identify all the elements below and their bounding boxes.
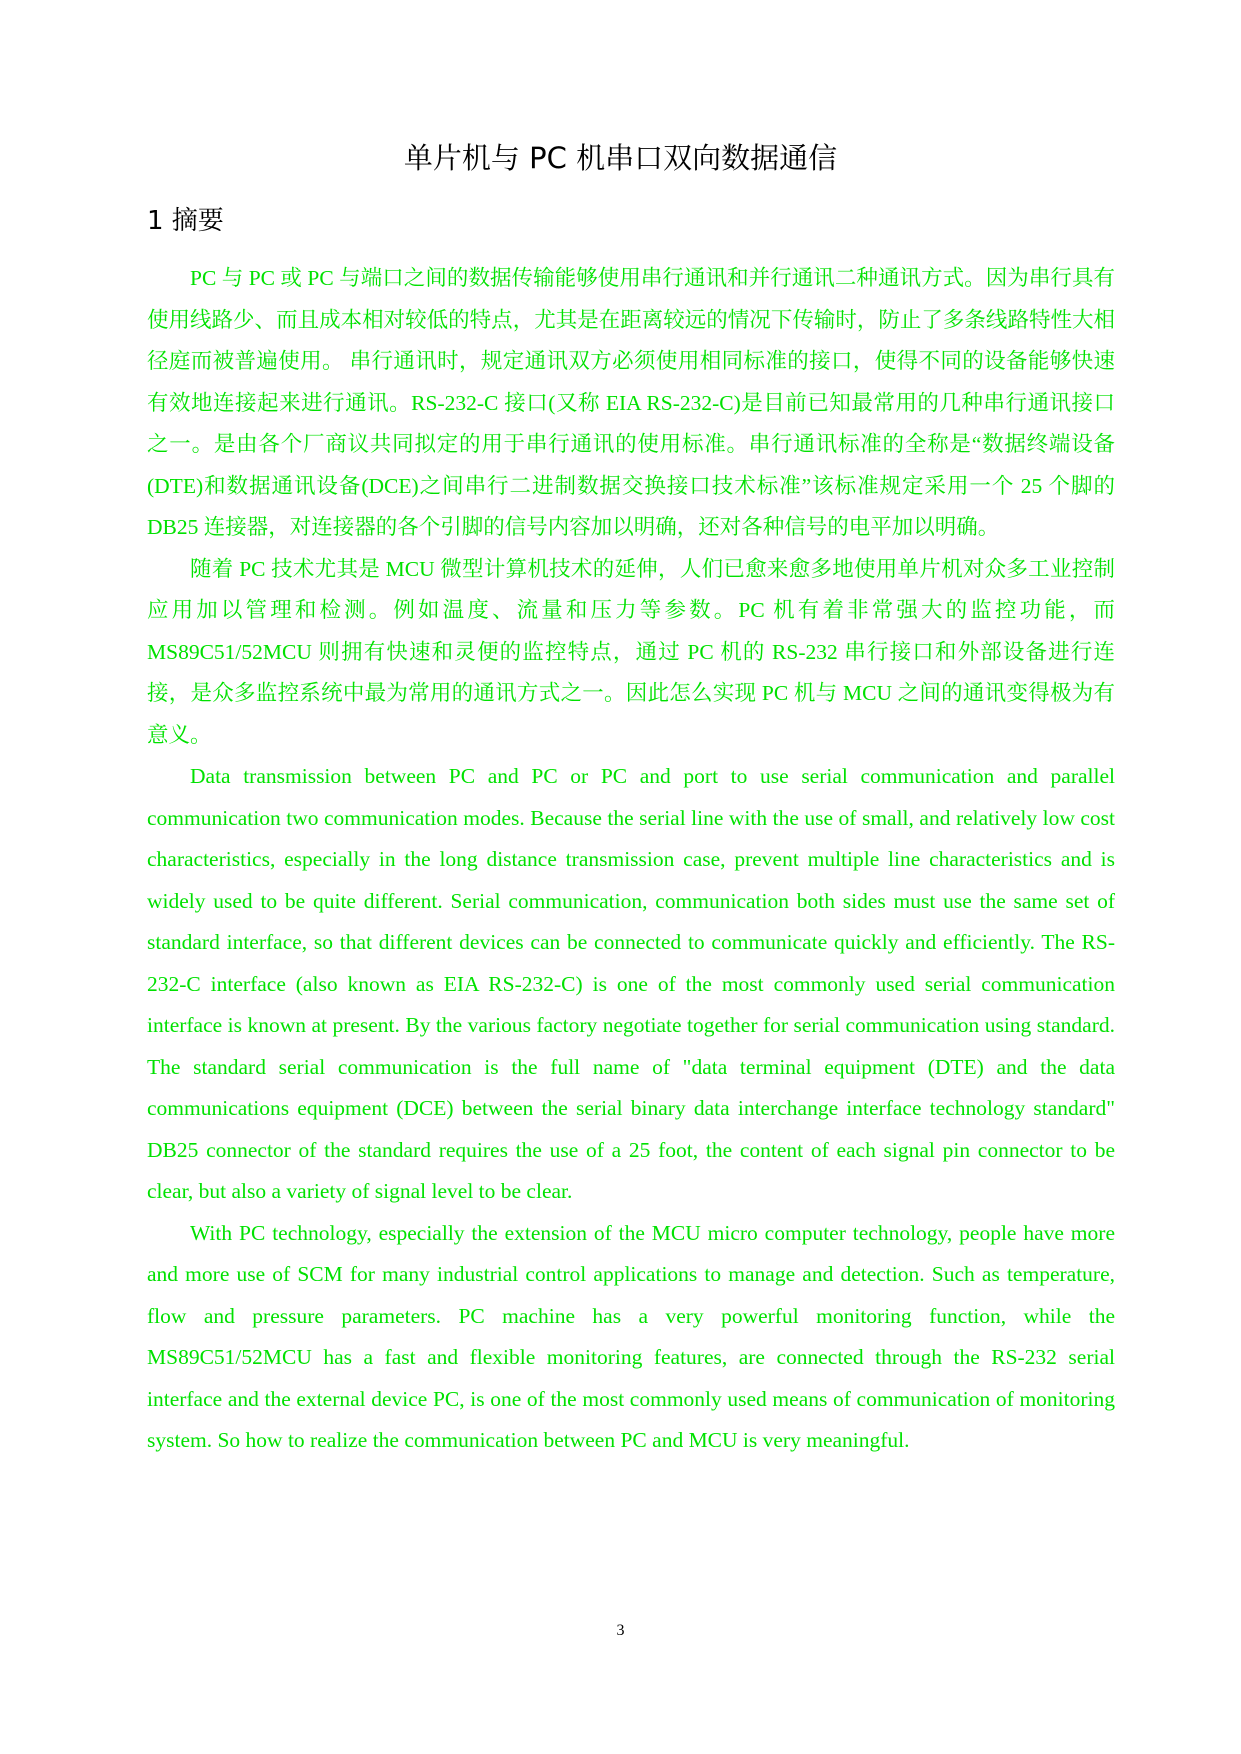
paragraph-en-2: With PC technology, especially the extension of the MCU micro computer technology, people have more and more use of SCM for many industrial control applications to manage and detection. Such as temperature, flow and pressure parameters. PC machine has a very powerful monitoring function, while the MS89C51/52MCU has a fast and flexible monitoring features, are connected through the RS-232 serial interface and the external device PC, is one of the most commonly used means of communication of monitoring system. So how to realize the communication between PC and MCU is very meaningful. <box>147 1220 1115 1452</box>
document-title: 单片机与 PC 机串口双向数据通信 <box>403 141 838 175</box>
paragraph-cn-1: PC 与 PC 或 PC 与端口之间的数据传输能够使用串行通讯和并行通讯二种通讯方式。因为串行具有使用线路少、而且成本相对较低的特点，尤其是在距离较远的情况下传输时，防止了多条线路特性大相径庭而被普遍使用。 串行通讯时，规定通讯双方必须使用相同标准的接口，使得不同的设备能够快速有效地连接起来进行通讯。RS-232-C 接口(又称 EIA RS-232-C)是目前已知最常用的几种串行通讯接口之一。是由各个厂商议共同拟定的用于串行通讯的使用标准。串行通讯标准的全称是“数据终端设备(DTE)和数据通讯设备(DCE)之间串行二进制数据交换接口技术标准”该标准规定采用一个 25 个脚的 DB25 连接器，对连接器的各个引脚的信号内容加以明确，还对各种信号的电平加以明确。 <box>147 266 1115 539</box>
abstract-body <box>147 258 1115 1462</box>
paragraph-en-1: Data transmission between PC and PC or PC and port to use serial communication and parallel communication two communication modes. Because the serial line with the use of small, and relatively low cost characteristics, especially in the long distance transmission case, prevent multiple line characteristics and is widely used to be quite different. Serial communication, communication both sides must use the same set of standard interface, so that different devices can be connected to communicate quickly and efficiently. The RS-232-C interface (also known as EIA RS-232-C) is one of the most commonly used serial communication interface is known at present. By the various factory negotiate together for serial communication using standard. The standard serial communication is the full name of "data terminal equipment (DTE) and the data communications equipment (DCE) between the serial binary data interchange interface technology standard" DB25 connector of the standard requires the use of a 25 foot, the content of each signal pin connector to be clear, but also a variety of signal level to be clear. <box>147 764 1115 1203</box>
page-number: 3 <box>616 1622 625 1639</box>
section-heading-abstract: 1 摘要 <box>147 206 224 236</box>
paragraph-cn-2: 随着 PC 技术尤其是 MCU 微型计算机技术的延伸，人们已愈来愈多地使用单片机对众多工业控制应用加以管理和检测。例如温度、流量和压力等参数。PC 机有着非常强大的监控功能，而 MS89C51/52MCU 则拥有快速和灵便的监控特点，通过 PC 机的 RS-232 串行接口和外部设备进行连接，是众多监控系统中最为常用的通讯方式之一。因此怎么实现 PC 机与 MCU 之间的通讯变得极为有意义。 <box>147 556 1115 747</box>
